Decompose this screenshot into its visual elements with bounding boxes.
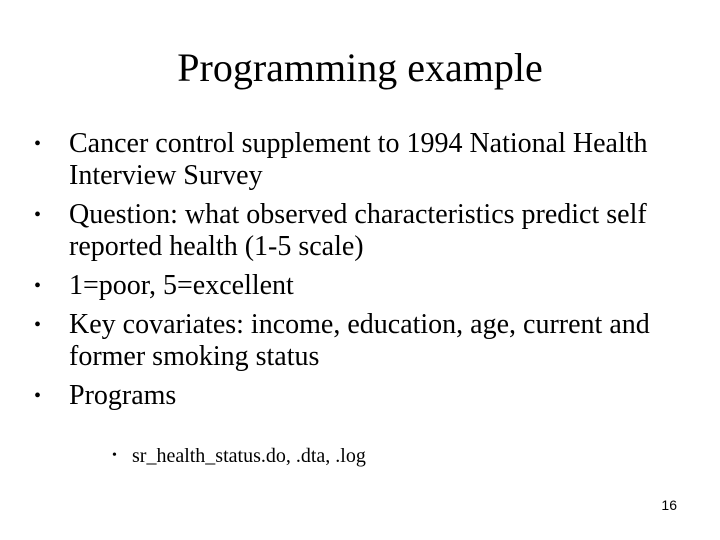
bullet-item bbox=[34, 309, 674, 373]
sub-bullet-symbol: • bbox=[112, 448, 117, 463]
bullet-text: Question: what observed characteristics predict self reported health (1-5 scale) bbox=[69, 199, 647, 262]
bullet-text: Key covariates: income, education, age, current and former smoking status bbox=[69, 309, 650, 372]
bullet-text: Cancer control supplement to 1994 National Health Interview Survey bbox=[69, 128, 648, 191]
bullet-symbol: • bbox=[34, 275, 42, 297]
bullet-text: Programs bbox=[69, 380, 177, 411]
bullet-item bbox=[34, 380, 674, 412]
bullet-list bbox=[34, 128, 674, 419]
sub-bullet-item bbox=[112, 442, 366, 470]
slide-title: Programming example bbox=[177, 45, 543, 90]
bullet-item bbox=[34, 199, 674, 263]
sub-bullet-text: sr_health_status.do, .dta, .log bbox=[132, 445, 366, 467]
bullet-symbol: • bbox=[34, 133, 42, 155]
sub-bullet-list bbox=[112, 442, 366, 470]
bullet-item bbox=[34, 128, 674, 192]
bullet-text: 1=poor, 5=excellent bbox=[69, 270, 294, 301]
bullet-symbol: • bbox=[34, 204, 42, 226]
bullet-symbol: • bbox=[34, 314, 42, 336]
bullet-item bbox=[34, 270, 674, 302]
bullet-symbol: • bbox=[34, 385, 42, 407]
page-number: 16 bbox=[661, 497, 677, 513]
